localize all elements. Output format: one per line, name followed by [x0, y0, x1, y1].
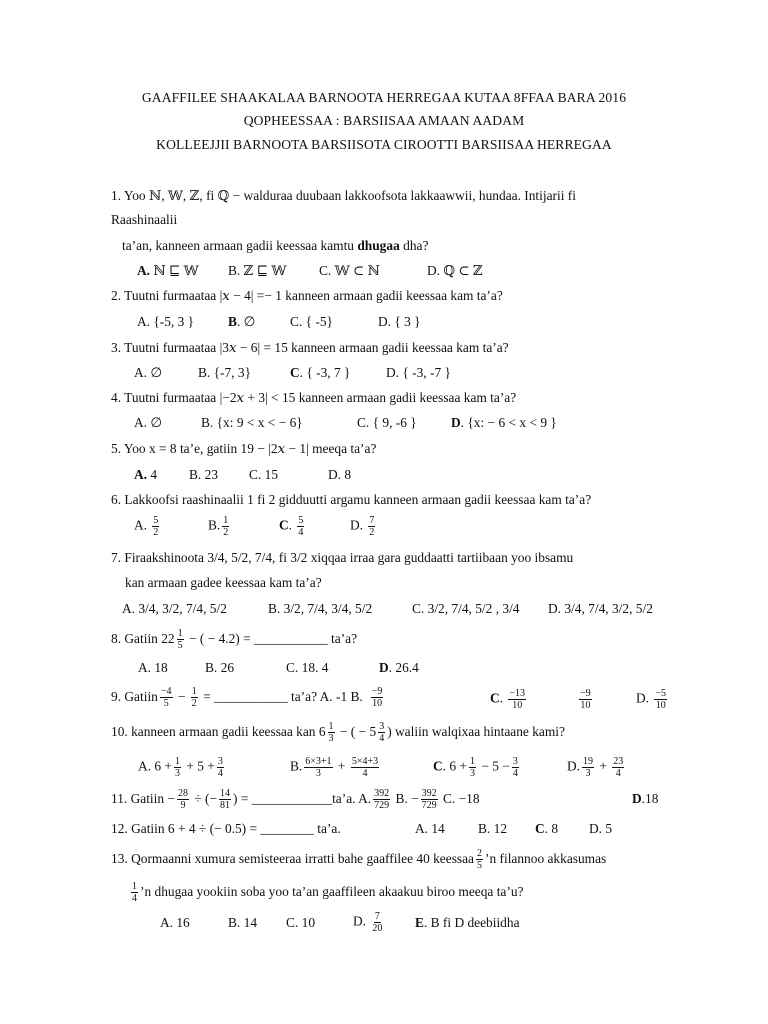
question-1-text: 1. Yoo ℕ, 𝕎, ℤ, fi ℚ − walduraa duubaan lakkoofsota lakkaawwii, hundaa. Intijarii fi	[111, 188, 576, 203]
q10-option-c-mid: − 5 −	[477, 758, 510, 774]
q10-option-a-start: A. 6 +	[138, 758, 172, 774]
fraction-numerator: 1	[223, 515, 229, 526]
question-12-text: 12. Gatiin 6 + 4 ÷ (− 0.5) = ________ ta’a.	[111, 821, 341, 836]
q13-text-cont: ’n dhugaa yookiin soba yoo ta’an gaaffileen akaakuu biroo meeqa ta’u?	[140, 884, 524, 899]
q1-option-a-label: A.	[137, 263, 151, 278]
q3-option-c-text: . { -3, 7 }	[299, 365, 351, 380]
fraction-numerator: −9	[580, 688, 591, 699]
q2-option-c[interactable]: C. { -5}	[290, 314, 333, 329]
q1-option-c[interactable]: C. 𝕎 ⊂ ℕ	[319, 263, 380, 278]
q10-fraction-1	[328, 721, 335, 744]
q7-option-b[interactable]: B. 3/2, 7/4, 3/4, 5/2	[268, 601, 373, 616]
q11-option-a-fraction[interactable]	[373, 788, 390, 811]
q5-option-d[interactable]: D. 8	[328, 467, 352, 482]
q9-option-c-dot: .	[499, 690, 504, 706]
q12-option-c-label: C	[535, 821, 545, 836]
q8-option-d[interactable]	[379, 659, 419, 677]
fraction-numerator: 5	[298, 515, 304, 526]
fraction-numerator: 392	[421, 788, 437, 800]
fraction-denominator: 3	[328, 733, 334, 745]
fraction-numerator: 5×4+3	[351, 756, 379, 767]
fraction-numerator: 6×3+1	[305, 756, 332, 767]
fraction-numerator: 2	[477, 848, 483, 860]
q10-option-b-fraction-2	[351, 756, 379, 779]
question-6-text: 6. Lakkoofsi raashinaalii 1 fi 2 gidduutti argamu kanneen armaan gadii keessaa kam ta’a?	[111, 492, 592, 507]
fraction-denominator: 4	[379, 733, 385, 745]
question-5-text: 5. Yoo x = 8 ta’e, gatiin 19 − |2𝑥 − 1| meeqa ta’a?	[111, 441, 377, 456]
q10-option-d-fraction-2	[612, 756, 624, 779]
q11-option-b-fraction[interactable]	[421, 788, 438, 811]
fraction-numerator: 19	[583, 756, 594, 767]
fraction-denominator: 3	[315, 768, 321, 779]
q4-option-a[interactable]: A. ∅	[134, 415, 163, 430]
q6-option-b-fraction	[222, 515, 229, 538]
fraction-numerator: 7	[374, 911, 380, 922]
q1-text: ta’an, kanneen armaan gadii keessaa kamtu	[122, 238, 358, 253]
q10-option-d-fraction-1	[582, 756, 594, 779]
q11-fraction-2	[219, 788, 231, 811]
q6-option-c-fraction	[297, 515, 304, 538]
fraction-numerator: 3	[512, 756, 518, 767]
question-2-text: 2. Tuutni furmaataa |𝑥 − 4| =− 1 kanneen armaan gadii keessaa kam ta’a?	[111, 288, 503, 303]
q6-option-a[interactable]	[134, 515, 161, 538]
q11-option-d-text: .18	[641, 791, 659, 806]
q13-option-e-label: E	[415, 915, 424, 930]
question-13-text-cont	[129, 878, 523, 906]
fraction-numerator: 1	[132, 881, 137, 893]
q6-option-d-fraction	[368, 515, 375, 538]
q3-option-d[interactable]: D. { -3, -7 }	[386, 365, 451, 380]
fraction-numerator: −13	[509, 688, 526, 699]
q2-option-a[interactable]: A. {-5, 3 }	[137, 314, 195, 329]
q9-minus: −	[174, 689, 189, 704]
q10-option-a-fraction-1	[174, 756, 181, 779]
q10-text-mid: − ( − 5	[336, 724, 377, 739]
q9-fraction-2	[191, 686, 198, 709]
q13-fraction-1	[476, 848, 483, 871]
q7-option-a[interactable]: A. 3/4, 3/2, 7/4, 5/2	[122, 601, 227, 616]
fraction-denominator: 10	[580, 700, 591, 711]
question-9-text	[111, 683, 385, 711]
question-1-text-cont2	[122, 237, 428, 255]
q8-text-start: 8. Gatiin 22	[111, 631, 175, 646]
q11-text-end: ) = ____________ta’a. A.	[233, 791, 372, 806]
q1-option-d[interactable]: D. ℚ ⊂ ℤ	[427, 263, 483, 278]
q8-fraction	[177, 628, 184, 651]
q13-option-e[interactable]	[415, 914, 520, 932]
question-13-text	[111, 845, 606, 873]
q9-option-d-fraction	[654, 688, 667, 711]
q13-option-c[interactable]: C. 10	[286, 915, 316, 930]
q5-option-c[interactable]: C. 15	[249, 467, 279, 482]
fraction-denominator: 5	[477, 860, 483, 872]
q6-option-d[interactable]	[350, 515, 377, 538]
question-1-text-cont: Raashinaalii	[111, 212, 178, 227]
fraction-denominator: 20	[372, 923, 383, 934]
q6-option-d-label: D.	[350, 517, 364, 533]
q11-text-mid: ÷ (−	[190, 791, 218, 806]
q1-option-a-text: ℕ ⊑ 𝕎	[150, 263, 199, 278]
q7-option-d[interactable]: D. 3/4, 7/4, 3/2, 5/2	[548, 601, 653, 616]
q11-text-start: 11. Gatiin −	[111, 791, 175, 806]
question-8-text	[111, 626, 357, 652]
q8-option-b[interactable]: B. 26	[205, 660, 235, 675]
q9-option-c[interactable]	[490, 688, 528, 711]
q10-option-c-fraction-1	[469, 756, 476, 779]
q10-option-b-label: B.	[290, 758, 303, 774]
q11-option-d[interactable]	[632, 790, 658, 808]
q4-option-d-label: D	[451, 415, 461, 430]
q5-option-b[interactable]: B. 23	[189, 467, 219, 482]
q10-option-d-label: D.	[567, 758, 581, 774]
question-11-text	[111, 785, 480, 813]
q13-text-start: 13. Qormaanni xumura semisteeraa irratti bahe gaaffilee 40 keessaa	[111, 851, 475, 866]
q10-option-c-label: C	[433, 758, 443, 774]
q4-option-b[interactable]: B. {x: 9 < x < − 6}	[201, 415, 303, 430]
fraction-denominator: 3	[174, 768, 180, 779]
q6-option-a-fraction	[152, 515, 159, 538]
q10-option-b-fraction-1	[304, 756, 332, 779]
q1-option-a[interactable]	[137, 262, 199, 280]
fraction-numerator: −9	[371, 686, 383, 698]
fraction-numerator: 28	[177, 788, 188, 800]
q10-option-a[interactable]	[138, 756, 226, 779]
q8-text-end: − ( − 4.2) = ___________ ta’a?	[185, 631, 358, 646]
fraction-denominator: 10	[372, 698, 383, 710]
q10-option-c-start: . 6 +	[442, 758, 467, 774]
q6-option-c[interactable]	[279, 515, 306, 538]
fraction-denominator: 4	[217, 768, 223, 779]
q9-fraction-1	[160, 686, 173, 709]
fraction-numerator: 3	[379, 721, 385, 733]
q10-option-a-mid: + 5 +	[182, 758, 215, 774]
fraction-denominator: 9	[180, 800, 186, 812]
q1-option-b[interactable]: B. ℤ ⊑ 𝕎	[228, 263, 287, 278]
q11-option-d-label: D	[632, 791, 642, 806]
fraction-denominator: 10	[512, 700, 523, 711]
q10-fraction-2	[378, 721, 385, 744]
q9-text-start: 9. Gatiin	[111, 689, 158, 704]
q6-option-c-label: C	[279, 517, 289, 533]
fraction-denominator: 4	[132, 893, 137, 905]
fraction-numerator: 7	[369, 515, 375, 526]
q13-text-end: ’n filannoo akkasumas	[485, 851, 607, 866]
fraction-numerator: −4	[160, 686, 172, 698]
q8-option-d-text: . 26.4	[388, 660, 419, 675]
q9-option-c-label: C	[490, 690, 500, 706]
fraction-denominator: 729	[374, 800, 390, 812]
q13-option-d-label: D.	[353, 913, 367, 929]
q9-option-d-label: D.	[636, 690, 650, 706]
fraction-numerator: 23	[613, 756, 624, 767]
fraction-denominator: 3	[469, 768, 475, 779]
q13-option-a[interactable]: A. 16	[160, 915, 190, 930]
q5-option-a[interactable]	[134, 466, 157, 484]
question-3-text: 3. Tuutni furmaataa |3𝑥 − 6| = 15 kanneen armaan gadii keessaa kam ta’a?	[111, 340, 509, 355]
question-10-text	[111, 718, 565, 746]
q11-option-c[interactable]: C. −18	[439, 791, 480, 806]
q5-option-a-label: A.	[134, 467, 148, 482]
fraction-denominator: 4	[362, 768, 368, 779]
q13-option-e-text: . B fi D deebiidha	[423, 915, 520, 930]
q10-option-b[interactable]	[290, 756, 381, 779]
q3-option-a[interactable]: A. ∅	[134, 365, 163, 380]
q13-option-b[interactable]: B. 14	[228, 915, 258, 930]
q12-option-d[interactable]: D. 5	[589, 821, 613, 836]
q12-option-a[interactable]: A. 14	[415, 821, 445, 836]
q2-option-b[interactable]	[228, 313, 255, 331]
q11-fraction-1	[177, 788, 189, 811]
q13-option-d-fraction	[371, 911, 383, 934]
q12-option-c-text: . 8	[544, 821, 559, 836]
q10-text-end: ) waliin walqixaa hintaane kami?	[387, 724, 565, 739]
q4-option-d-text: . {x: − 6 < x < 9 }	[460, 415, 557, 430]
fraction-numerator: 392	[374, 788, 390, 800]
fraction-numerator: 3	[217, 756, 223, 767]
fraction-denominator: 2	[191, 698, 197, 710]
q8-option-c[interactable]: C. 18. 4	[286, 660, 329, 675]
fraction-numerator: 1	[177, 628, 183, 640]
fraction-denominator: 5	[177, 640, 183, 652]
q13-option-d[interactable]	[353, 911, 385, 934]
q10-text-start: 10. kanneen armaan gadii keessaa kan 6	[111, 724, 326, 739]
q3-option-c-label: C	[290, 365, 300, 380]
fraction-denominator: 729	[421, 800, 437, 812]
fraction-numerator: 5	[153, 515, 159, 526]
fraction-denominator: 5	[163, 698, 169, 710]
fraction-numerator: 1	[174, 756, 180, 767]
fraction-denominator: 4	[298, 527, 304, 538]
q5-option-a-text: 4	[147, 467, 158, 482]
fraction-numerator: 14	[220, 788, 231, 800]
q9-option-b-fraction[interactable]	[371, 686, 384, 709]
q4-option-d[interactable]	[451, 414, 557, 432]
q10-option-c[interactable]	[433, 756, 521, 779]
question-7-text: 7. Firaakshinoota 3/4, 5/2, 7/4, fi 3/2 xiqqaa irraa gara guddaatti tartiibaan yoo ibsamu	[111, 550, 574, 565]
fraction-numerator: 1	[191, 686, 197, 698]
q4-option-c[interactable]: C. { 9, -6 }	[357, 415, 417, 430]
q12-option-c[interactable]	[535, 820, 558, 838]
q10-option-c-fraction-2	[512, 756, 519, 779]
fraction-denominator: 2	[223, 527, 229, 538]
q8-option-d-label: D	[379, 660, 389, 675]
fraction-denominator: 4	[615, 768, 621, 779]
fraction-numerator: 1	[469, 756, 475, 767]
q2-option-b-text: . ∅	[236, 314, 256, 329]
question-7-text-cont: kan armaan gadee keessaa kam ta’a?	[125, 575, 322, 590]
q9-extra-fraction-value	[579, 688, 592, 711]
q6-option-b-label: B.	[208, 517, 221, 533]
q10-option-d-mid: +	[596, 758, 611, 774]
exam-author: QOPHEESSAA : BARSIISAA AMAAN AADAM	[243, 113, 525, 128]
q10-option-a-fraction-2	[217, 756, 224, 779]
q3-option-b[interactable]: B. {-7, 3}	[198, 365, 252, 380]
fraction-denominator: 3	[585, 768, 591, 779]
q6-option-c-dot: .	[288, 517, 293, 533]
q8-option-a[interactable]: A. 18	[138, 660, 168, 675]
q6-option-a-label: A.	[134, 517, 148, 533]
q9-option-d[interactable]	[636, 688, 669, 711]
fraction-numerator: −5	[655, 688, 667, 699]
q10-option-b-mid: +	[334, 758, 349, 774]
q1-bold-word: dhugaa	[357, 238, 400, 253]
q6-option-b[interactable]	[208, 515, 231, 538]
exam-college: KOLLEEJJII BARNOOTA BARSIISOTA CIROOTTI BARSIISAA HERREGAA	[156, 137, 612, 152]
fraction-denominator: 2	[369, 527, 375, 538]
q9-text-end: = ___________ ta’a? A. -1 B.	[199, 689, 363, 704]
q3-option-c[interactable]	[290, 364, 350, 382]
question-4-text: 4. Tuutni furmaataa |−2𝑥 + 3| < 15 kanneen armaan gadii keessaa kam ta’a?	[111, 390, 517, 405]
fraction-denominator: 2	[153, 527, 159, 538]
fraction-denominator: 4	[512, 768, 518, 779]
fraction-denominator: 10	[655, 700, 666, 711]
fraction-denominator: 81	[220, 800, 231, 812]
q7-option-c[interactable]: C. 3/2, 7/4, 5/2 , 3/4	[412, 601, 520, 616]
q10-option-d[interactable]	[567, 756, 626, 779]
exam-title: GAAFFILEE SHAAKALAA BARNOOTA HERREGAA KUTAA 8FFAA BARA 2016	[141, 90, 627, 105]
q12-option-b[interactable]: B. 12	[478, 821, 508, 836]
q11-option-b-label[interactable]: B. −	[392, 791, 419, 806]
q9-extra-fraction	[577, 688, 594, 711]
fraction-numerator: 1	[328, 721, 334, 733]
q13-fraction-2	[131, 881, 138, 904]
q9-option-c-fraction	[508, 688, 526, 711]
q1-text-end: dha?	[399, 238, 429, 253]
q2-option-b-label: B	[228, 314, 237, 329]
q2-option-d[interactable]: D. { 3 }	[378, 314, 421, 329]
